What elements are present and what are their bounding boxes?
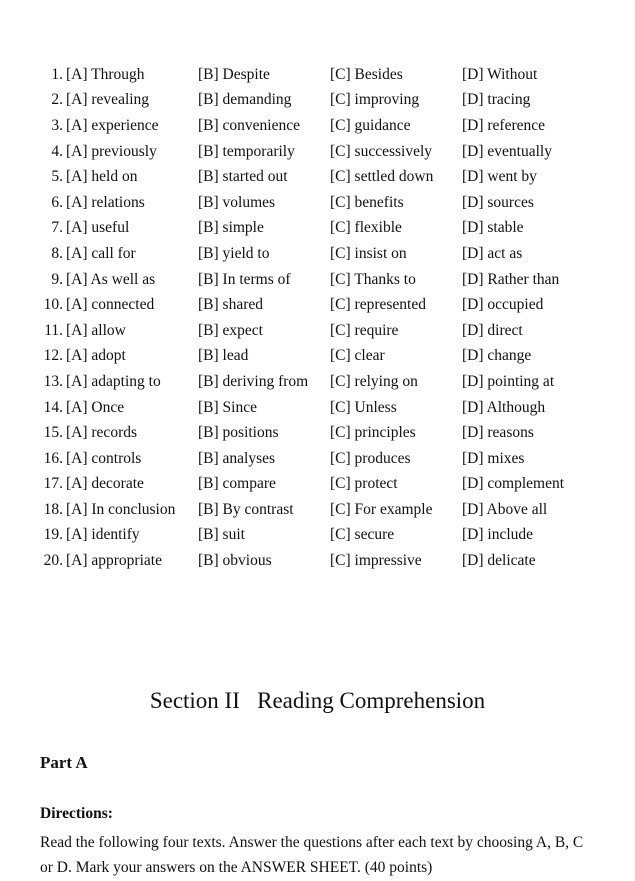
option-c: [C] settled down bbox=[330, 168, 434, 186]
option-a: [A] Once bbox=[66, 398, 125, 416]
question-number: 4. bbox=[51, 142, 63, 160]
option-c: [C] Besides bbox=[330, 65, 403, 83]
option-a: [A] held on bbox=[66, 168, 138, 186]
option-d: [D] sources bbox=[462, 193, 534, 211]
option-c: [C] principles bbox=[330, 424, 416, 442]
option-d: [D] Without bbox=[462, 65, 538, 83]
question-number: 14. bbox=[43, 398, 63, 416]
option-b: [B] convenience bbox=[198, 116, 300, 134]
option-b: [B] deriving from bbox=[198, 372, 309, 390]
option-d: [D] pointing at bbox=[462, 372, 555, 390]
question-number: 13. bbox=[43, 372, 63, 390]
option-a: [A] previously bbox=[66, 142, 157, 160]
option-a: [A] adapting to bbox=[66, 372, 161, 390]
option-b: [B] obvious bbox=[198, 552, 272, 570]
question-row-19 bbox=[40, 523, 615, 549]
question-number: 19. bbox=[43, 526, 63, 544]
option-a: [A] useful bbox=[66, 219, 130, 237]
option-a: [A] revealing bbox=[66, 91, 150, 109]
question-row-2 bbox=[40, 88, 615, 114]
option-b: [B] Since bbox=[198, 398, 257, 416]
option-d: [D] complement bbox=[462, 475, 565, 493]
option-c: [C] impressive bbox=[330, 552, 422, 570]
option-a: [A] allow bbox=[66, 321, 126, 339]
option-b: [B] volumes bbox=[198, 193, 276, 211]
option-d: [D] stable bbox=[462, 219, 524, 237]
question-row-17 bbox=[40, 472, 615, 498]
question-number: 12. bbox=[43, 347, 63, 365]
option-d: [D] tracing bbox=[462, 91, 531, 109]
question-row-3 bbox=[40, 113, 615, 139]
option-b: [B] temporarily bbox=[198, 142, 295, 160]
option-b: [B] yield to bbox=[198, 244, 270, 262]
option-a: [A] relations bbox=[66, 193, 145, 211]
question-row-14 bbox=[40, 395, 615, 421]
question-row-15 bbox=[40, 420, 615, 446]
option-a: [A] records bbox=[66, 424, 138, 442]
option-c: [C] flexible bbox=[330, 219, 402, 237]
option-a: [A] controls bbox=[66, 449, 142, 467]
question-number: 5. bbox=[51, 168, 63, 186]
option-d: [D] Rather than bbox=[462, 270, 560, 288]
question-number: 7. bbox=[51, 219, 63, 237]
question-row-11 bbox=[40, 318, 615, 344]
option-c: [C] insist on bbox=[330, 244, 407, 262]
question-number: 9. bbox=[51, 270, 63, 288]
option-a: [A] In conclusion bbox=[66, 500, 176, 518]
option-c: [C] produces bbox=[330, 449, 411, 467]
question-row-13 bbox=[40, 369, 615, 395]
option-b: [B] simple bbox=[198, 219, 264, 237]
option-d: [D] Above all bbox=[462, 500, 548, 518]
question-number: 1. bbox=[51, 65, 63, 83]
option-d: [D] eventually bbox=[462, 142, 552, 160]
option-d: [D] Although bbox=[462, 398, 546, 416]
question-number: 20. bbox=[43, 552, 63, 570]
option-d: [D] went by bbox=[462, 168, 537, 186]
question-number: 2. bbox=[51, 91, 63, 109]
option-d: [D] include bbox=[462, 526, 534, 544]
section-title: Section II Reading Comprehension bbox=[149, 688, 486, 713]
question-row-16 bbox=[40, 446, 615, 472]
question-number: 18. bbox=[43, 500, 63, 518]
question-row-1 bbox=[40, 62, 615, 88]
option-a: [A] Through bbox=[66, 65, 145, 83]
option-a: [A] call for bbox=[66, 244, 136, 262]
option-b: [B] analyses bbox=[198, 449, 276, 467]
option-c: [C] clear bbox=[330, 347, 385, 365]
option-a: [A] As well as bbox=[66, 270, 156, 288]
option-c: [C] benefits bbox=[330, 193, 404, 211]
option-c: [C] For example bbox=[330, 500, 433, 518]
option-d: [D] direct bbox=[462, 321, 523, 339]
question-row-7 bbox=[40, 216, 615, 242]
option-d: [D] reference bbox=[462, 116, 546, 134]
question-number: 15. bbox=[43, 424, 63, 442]
directions-heading: Directions: bbox=[40, 805, 113, 822]
option-a: [A] connected bbox=[66, 296, 155, 314]
option-c: [C] Thanks to bbox=[330, 270, 416, 288]
option-b: [B] lead bbox=[198, 347, 249, 365]
question-number: 11. bbox=[44, 321, 63, 339]
options-table bbox=[40, 62, 615, 574]
option-c: [C] guidance bbox=[330, 116, 411, 134]
option-c: [C] represented bbox=[330, 296, 426, 314]
question-row-12 bbox=[40, 344, 615, 370]
option-b: [B] expect bbox=[198, 321, 263, 339]
option-b: [B] Despite bbox=[198, 65, 270, 83]
question-number: 17. bbox=[43, 475, 63, 493]
option-d: [D] change bbox=[462, 347, 532, 365]
option-d: [D] mixes bbox=[462, 449, 525, 467]
option-b: [B] demanding bbox=[198, 91, 292, 109]
part-title: Part A bbox=[40, 753, 88, 772]
question-number: 16. bbox=[43, 449, 63, 467]
option-c: [C] relying on bbox=[330, 372, 418, 390]
option-a: [A] decorate bbox=[66, 475, 144, 493]
option-c: [C] secure bbox=[330, 526, 395, 544]
question-row-20 bbox=[40, 548, 615, 574]
option-b: [B] started out bbox=[198, 168, 288, 186]
question-row-6 bbox=[40, 190, 615, 216]
option-d: [D] reasons bbox=[462, 424, 534, 442]
option-d: [D] act as bbox=[462, 244, 523, 262]
option-b: [B] In terms of bbox=[198, 270, 291, 288]
option-b: [B] suit bbox=[198, 526, 245, 544]
question-row-8 bbox=[40, 241, 615, 267]
question-number: 6. bbox=[51, 193, 63, 211]
option-b: [B] By contrast bbox=[198, 500, 294, 518]
question-row-9 bbox=[40, 267, 615, 293]
question-row-18 bbox=[40, 497, 615, 523]
option-b: [B] compare bbox=[198, 475, 276, 493]
question-row-4 bbox=[40, 139, 615, 165]
option-d: [D] delicate bbox=[462, 552, 536, 570]
option-a: [A] adopt bbox=[66, 347, 126, 365]
option-c: [C] require bbox=[330, 321, 399, 339]
question-number: 8. bbox=[51, 244, 63, 262]
question-number: 3. bbox=[51, 116, 63, 134]
option-c: [C] successively bbox=[330, 142, 433, 160]
option-a: [A] identify bbox=[66, 526, 140, 544]
question-row-5 bbox=[40, 164, 615, 190]
question-row-10 bbox=[40, 292, 615, 318]
option-d: [D] occupied bbox=[462, 296, 544, 314]
option-c: [C] improving bbox=[330, 91, 420, 109]
directions-text: Read the following four texts. Answer the questions after each text by choosing A, B, C or D. Mark your answers on the ANSWER SHEET. (40 points) bbox=[40, 834, 584, 876]
option-c: [C] Unless bbox=[330, 398, 397, 416]
option-c: [C] protect bbox=[330, 475, 398, 493]
option-a: [A] appropriate bbox=[66, 552, 162, 570]
question-number: 10. bbox=[43, 296, 63, 314]
option-a: [A] experience bbox=[66, 116, 159, 134]
option-b: [B] shared bbox=[198, 296, 263, 314]
option-b: [B] positions bbox=[198, 424, 279, 442]
